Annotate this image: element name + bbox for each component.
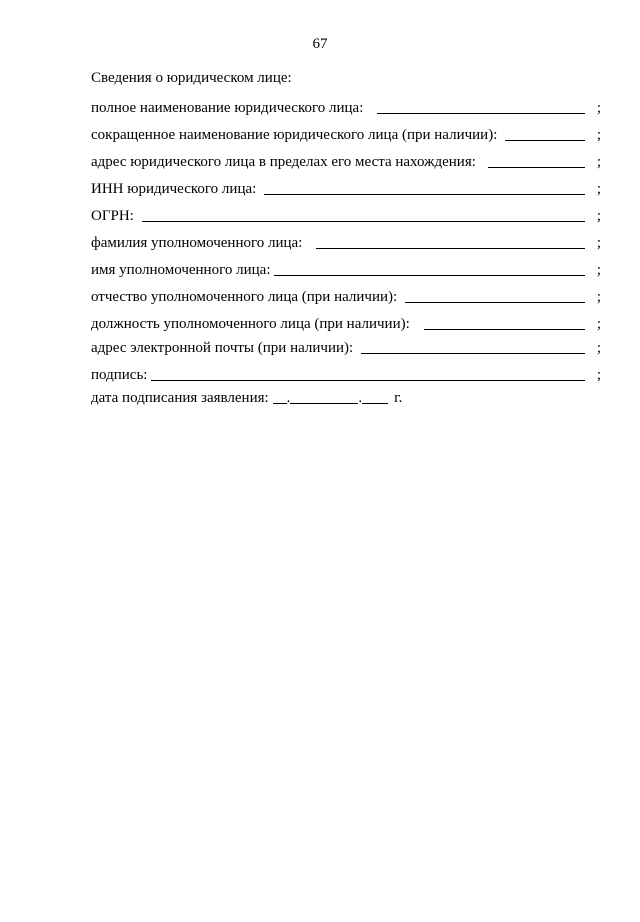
date-month-slot[interactable]: [290, 389, 358, 404]
field-label: адрес электронной почты (при наличии):: [91, 340, 354, 356]
field-first-name: [91, 257, 601, 279]
date-label: дата подписания заявления:: [91, 390, 269, 406]
section-title: Сведения о юридическом лице:: [91, 70, 292, 86]
field-label: сокращенное наименование юридического лица (при наличии):: [91, 127, 498, 143]
field-end: ;: [596, 154, 601, 170]
field-end: ;: [596, 340, 601, 356]
field-label: ИНН юридического лица:: [91, 181, 257, 197]
fill-line-email[interactable]: [361, 339, 585, 354]
field-ogrn: [91, 203, 601, 225]
field-end: ;: [596, 235, 601, 251]
field-label: ОГРН:: [91, 208, 134, 224]
field-surname: [91, 230, 601, 252]
fill-line-full-name[interactable]: [377, 99, 585, 114]
field-end: ;: [596, 316, 601, 332]
field-label: полное наименование юридического лица:: [91, 100, 364, 116]
date-separator: .: [286, 390, 291, 406]
fill-line-short-name[interactable]: [505, 126, 585, 141]
field-end: ;: [596, 262, 601, 278]
field-signing-date: [91, 385, 402, 407]
field-label: адрес юридического лица в пределах его места нахождения:: [91, 154, 476, 170]
field-label: имя уполномоченного лица:: [91, 262, 271, 278]
field-label: фамилия уполномоченного лица:: [91, 235, 303, 251]
field-label: подпись:: [91, 367, 148, 383]
fill-line-signature[interactable]: [151, 366, 585, 381]
field-end: ;: [596, 208, 601, 224]
field-full-name: [91, 95, 601, 117]
date-separator: .: [358, 390, 363, 406]
field-end: ;: [596, 289, 601, 305]
field-label: должность уполномоченного лица (при наличии):: [91, 316, 410, 332]
fill-line-patronymic[interactable]: [405, 288, 585, 303]
field-end: ;: [596, 367, 601, 383]
field-end: ;: [596, 127, 601, 143]
field-signature: [91, 362, 601, 384]
date-suffix: г.: [394, 390, 403, 406]
fill-line-ogrn[interactable]: [142, 207, 585, 222]
field-email: [91, 335, 601, 357]
field-end: ;: [596, 181, 601, 197]
fill-line-position[interactable]: [424, 315, 585, 330]
date-day-slot[interactable]: [273, 389, 287, 404]
field-end: ;: [596, 100, 601, 116]
field-address: [91, 149, 601, 171]
fill-line-address[interactable]: [488, 153, 585, 168]
field-short-name: [91, 122, 601, 144]
field-inn: [91, 176, 601, 198]
fill-line-surname[interactable]: [316, 234, 585, 249]
date-year-slot[interactable]: [362, 389, 388, 404]
fill-line-first-name[interactable]: [274, 261, 585, 276]
fill-line-inn[interactable]: [264, 180, 585, 195]
page-number: 67: [312, 36, 328, 52]
field-patronymic: [91, 284, 601, 306]
field-label: отчество уполномоченного лица (при наличии):: [91, 289, 398, 305]
field-position: [91, 311, 601, 333]
